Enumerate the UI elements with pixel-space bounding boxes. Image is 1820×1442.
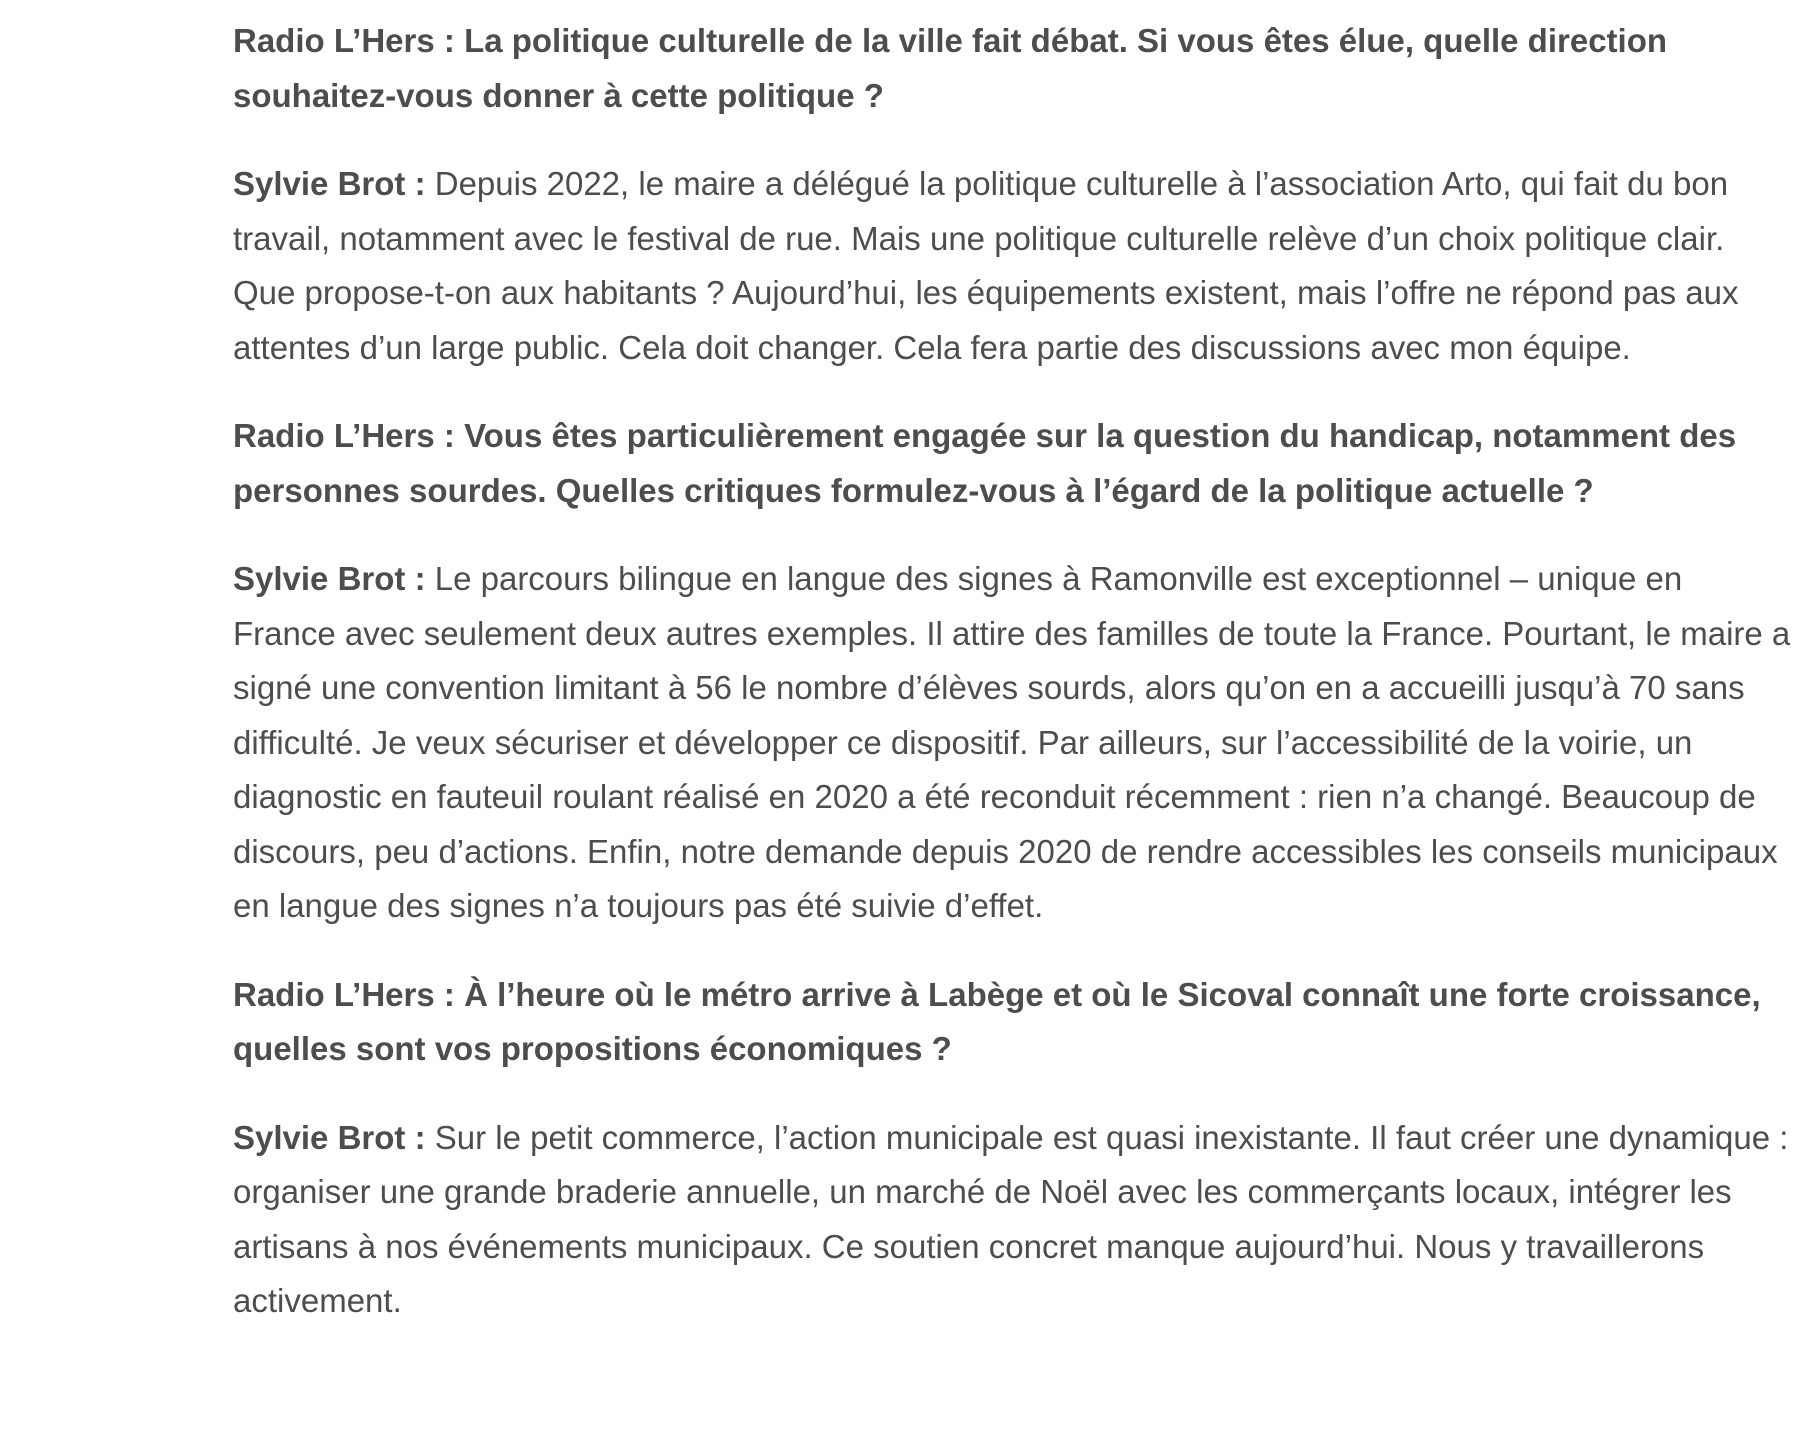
answer-text: Le parcours bilingue en langue des signes à Ramonville est exceptionnel – unique en France avec seulement deux autres exemples. Il attire des familles de toute la France. Pourtant, le maire a signé une convention limitant à 56 le nombre d’élèves sourds, alors qu’on en a accueilli jusqu’à 70 sans difficulté. Je veux sécuriser et développer ce dispositif. Par ailleurs, sur l’accessibilité de la voirie, un diagnostic en fauteuil roulant réalisé en 2020 a été reconduit récemment : rien n’a changé. Beaucoup de discours, peu d’actions. Enfin, notre demande depuis 2020 de rendre accessibles les conseils municipaux en langue des signes n’a toujours pas été suivie d’effet.: [233, 560, 1791, 924]
speaker-label: Radio L’Hers :: [233, 975, 455, 1013]
speaker-label: Radio L’Hers :: [233, 22, 455, 59]
answer-handicap: [233, 552, 1793, 934]
question-text: Vous êtes particulièrement engagée sur la question du handicap, notamment des personnes sourdes. Quelles critiques formulez-vous à l’égard de la politique actuelle ?: [233, 417, 1737, 509]
speaker-label: Sylvie Brot :: [233, 1118, 426, 1156]
question-text: La politique culturelle de la ville fait débat. Si vous êtes élue, quelle direction souhaitez-vous donner à cette politique ?: [233, 22, 1668, 114]
interview-article: [233, 14, 1793, 1363]
question-handicap: [233, 409, 1793, 518]
answer-culture: [233, 157, 1793, 375]
answer-text: Sur le petit commerce, l’action municipale est quasi inexistante. Il faut créer une dynamique : organiser une grande braderie annuelle, un marché de Noël avec les commerçants locaux, intégrer les artisans à nos événements municipaux. Ce soutien concret manque aujourd’hui. Nous y travaillerons activement.: [233, 1118, 1789, 1319]
answer-economy: [233, 1111, 1793, 1329]
question-economy: [233, 968, 1793, 1077]
speaker-label: Radio L’Hers :: [233, 417, 455, 454]
question-text: À l’heure où le métro arrive à Labège et où le Sicoval connaît une forte croissance, quelles sont vos propositions économiques ?: [233, 975, 1761, 1067]
question-culture: [233, 14, 1793, 123]
answer-text: Depuis 2022, le maire a délégué la politique culturelle à l’association Arto, qui fait du bon travail, notamment avec le festival de rue. Mais une politique culturelle relève d’un choix politique clair. Que propose-t-on aux habitants ? Aujourd’hui, les équipements existent, mais l’offre ne répond pas aux attentes d’un large public. Cela doit changer. Cela fera partie des discussions avec mon équipe.: [233, 165, 1739, 366]
speaker-label: Sylvie Brot :: [233, 165, 426, 202]
speaker-label: Sylvie Brot :: [233, 560, 426, 597]
